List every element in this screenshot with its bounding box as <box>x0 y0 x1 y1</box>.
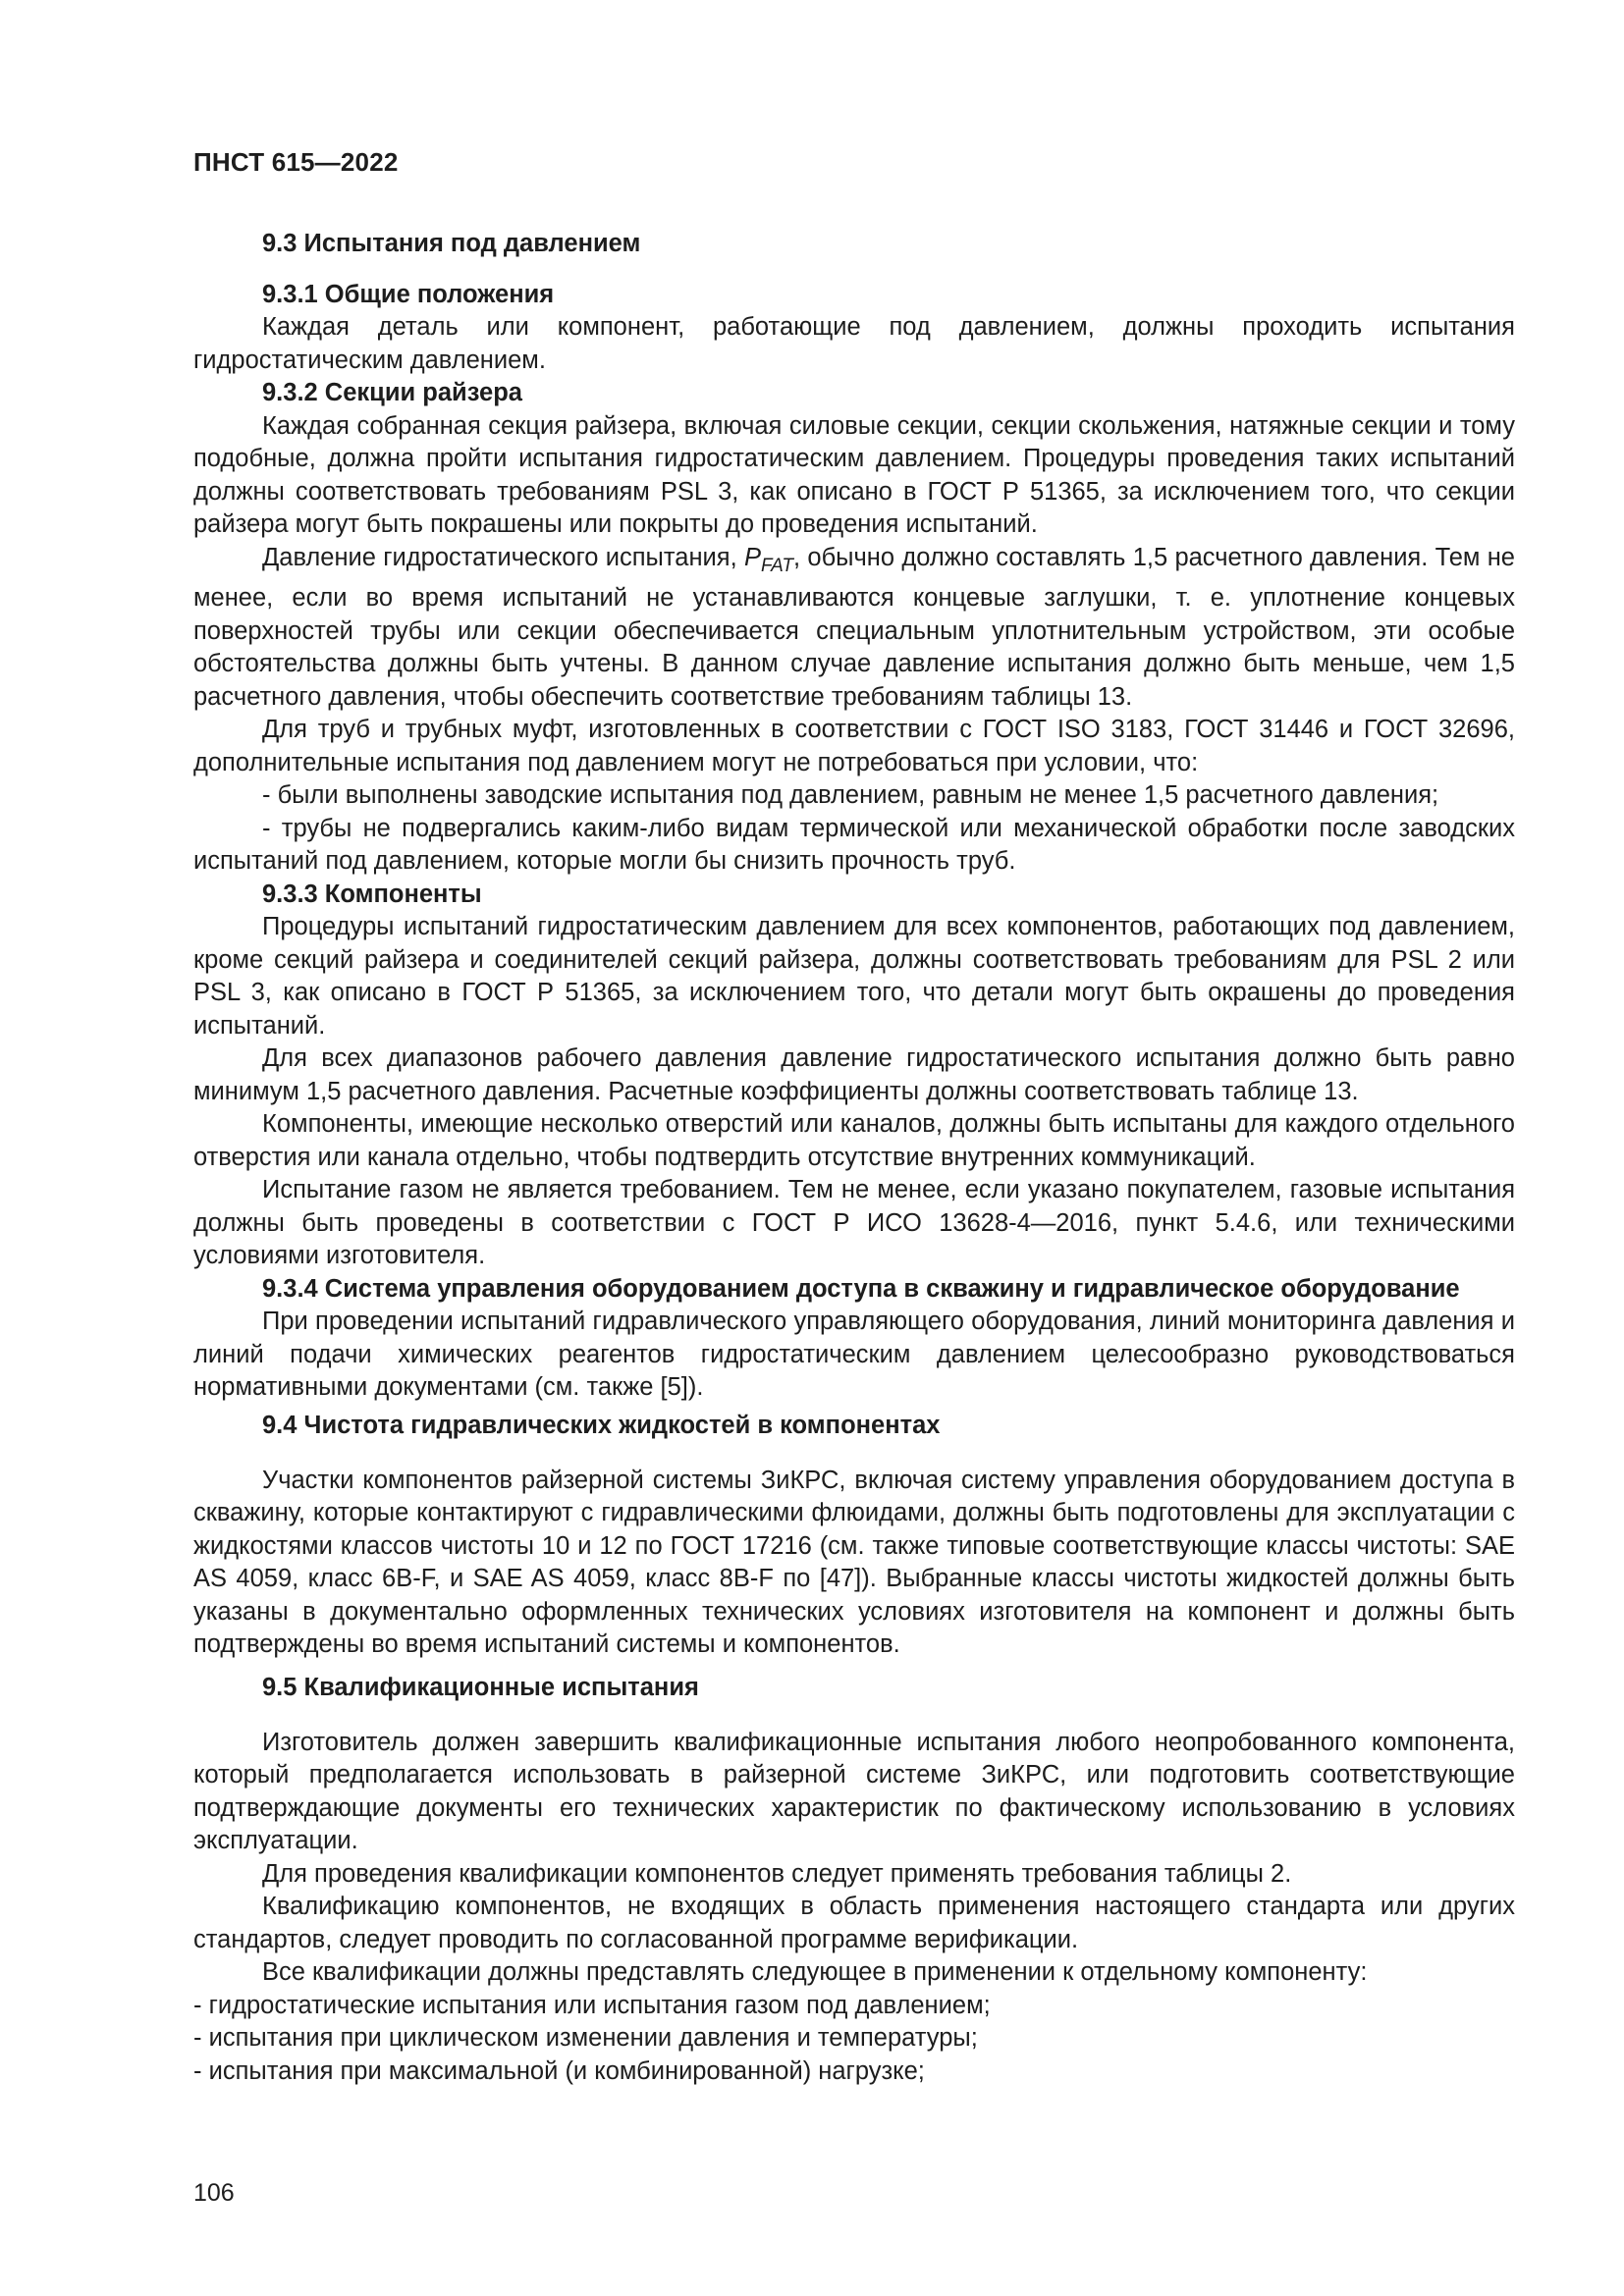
paragraph-9-5-2: Для проведения квалификации компонентов следует применять требования таблицы 2. <box>262 1859 1292 1888</box>
paragraph-9-5-3: Квалификацию компонентов, не входящих в область применения настоящего стандарта или других стандартов, следует проводить по согласованной программе верификации. <box>193 1893 1515 1953</box>
heading-9-3-4: 9.3.4 Система управления оборудованием доступа в скважину и гидравлическое оборудование <box>262 1274 1460 1303</box>
paragraph-9-3-3-4: Испытание газом не является требованием. Тем не менее, если указано покупателем, газовые испытания должны быть проведены в соответствии с ГОСТ Р ИСО 13628-4—2016, пункт 5.4.6, или техническими условиями изготовителя. <box>193 1176 1515 1269</box>
paragraph-9-3-2-1: Каждая собранная секция райзера, включая силовые секции, секции скольжения, натяжные секции и тому подобные, должна пройти испытания гидростатическим давлением. Процедуры проведения таких испытаний должны соответствовать требованиям PSL 3, как описано в ГОСТ Р 51365, за исключением того, что секции райзера могут быть покрашены или покрыты до проведения испытаний. <box>193 411 1515 538</box>
paragraph-9-3-3-1: Процедуры испытаний гидростатическим давлением для всех компонентов, работающих под давлением, кроме секций райзера и соединителей секций райзера, должны соответствовать требованиям для PSL 2 или PSL 3, как описано в ГОСТ Р 51365, за исключением того, что детали могут быть окрашены до проведения испытаний. <box>193 913 1515 1040</box>
list-item: - были выполнены заводские испытания под давлением, равным не менее 1,5 расчетного давления; <box>262 781 1439 809</box>
heading-9-5: 9.5 Квалификационные испытания <box>262 1674 699 1701</box>
section-9-3 <box>193 228 1515 1405</box>
pressure-variable: P <box>743 543 761 571</box>
section-9-5 <box>193 1672 1515 2088</box>
paragraph-9-3-4-1: При проведении испытаний гидравлического управляющего оборудования, линий мониторинга давления и линий подачи химических реагентов гидростатическим давлением целесообразно руководствоваться нормативными документами (см. также [5]). <box>193 1308 1515 1401</box>
section-9-4 <box>193 1410 1515 1662</box>
paragraph-9-4-1: Участки компонентов райзерной системы ЗиКРС, включая систему управления оборудованием доступа в скважину, которые контактируют с гидравлическими флюидами, должны быть подготовлены для эксплуатации с жидкостями классов чистоты 10 и 12 по ГОСТ 17216 (см. также типовые соответствующие классы чистоты: SAE AS 4059, класс 6B-F, и SAE AS 4059, класс 8B-F по [47]). Выбранные классы чистоты жидкостей должны быть указаны в документально оформленных технических условиях изготовителя на компонент и должны быть подтверждены во время испытаний системы и компонентов. <box>193 1466 1515 1658</box>
paragraph-9-3-1-1: Каждая деталь или компонент, работающие под давлением, должны проходить испытания гидростатическим давлением. <box>193 313 1515 374</box>
heading-9-3-2: 9.3.2 Секции райзера <box>262 379 522 406</box>
list-item: - трубы не подвергались каким-либо видам термической или механической обработки после заводских испытаний под давлением, которые могли бы снизить прочность труб. <box>193 814 1515 875</box>
list-item: - испытания при циклическом изменении давления и температуры; <box>193 2024 978 2052</box>
paragraph-9-3-3-2: Для всех диапазонов рабочего давления давление гидростатического испытания должно быть равно минимум 1,5 расчетного давления. Расчетные коэффициенты должны соответствовать таблице 13. <box>193 1044 1515 1105</box>
page-number: 106 <box>193 2179 235 2207</box>
paragraph-9-5-1: Изготовитель должен завершить квалификационные испытания любого неопробованного компонента, который предполагается использовать в райзерной системе ЗиКРС, или подготовить соответствующие подтверждающие документы его технических характеристик по фактическому использованию в условиях эксплуатации. <box>193 1728 1515 1854</box>
p2-tail-text: , обычно должно составлять 1,5 расчетного давления. Тем не менее, если во время испытаний не устанавливаются концевые заглушки, т. е. уплотнение концевых поверхностей трубы или секции обеспечивается специальным уплотнительным устройством, эти особые обстоятельства должны быть учтены. В данном случае давление испытания должно быть меньше, чем 1,5 расчетного давления, чтобы обеспечить соответствие требованиям таблицы 13. <box>193 543 1515 711</box>
heading-9-3-3: 9.3.3 Компоненты <box>262 880 482 908</box>
heading-9-4: 9.4 Чистота гидравлических жидкостей в компонентах <box>262 1412 941 1439</box>
paragraph-9-5-4: Все квалификации должны представлять следующее в применении к отдельному компоненту: <box>262 1958 1368 1986</box>
list-item: - гидростатические испытания или испытания газом под давлением; <box>193 1991 991 2019</box>
paragraph-9-3-2-3: Для труб и трубных муфт, изготовленных в соответствии с ГОСТ ISO 3183, ГОСТ 31446 и ГОСТ 32696, дополнительные испытания под давлением могут не потребоваться при условии, что: <box>193 716 1515 776</box>
paragraph-9-3-3-3: Компоненты, имеющие несколько отверстий или каналов, должны быть испытаны для каждого отдельного отверстия или канала отдельно, чтобы подтвердить отсутствие внутренних коммуникаций. <box>193 1110 1515 1171</box>
list-item: - испытания при максимальной (и комбинированной) нагрузке; <box>193 2056 925 2085</box>
paragraph-9-3-2-2 <box>193 542 1515 715</box>
document-code: ПНСТ 615—2022 <box>193 147 399 177</box>
heading-9-3-1: 9.3.1 Общие положения <box>262 280 555 308</box>
pressure-subscript: FAT <box>760 555 794 576</box>
heading-9-3: 9.3 Испытания под давлением <box>262 230 641 257</box>
p2-lead-text: Давление гидростатического испытания, <box>262 543 744 571</box>
